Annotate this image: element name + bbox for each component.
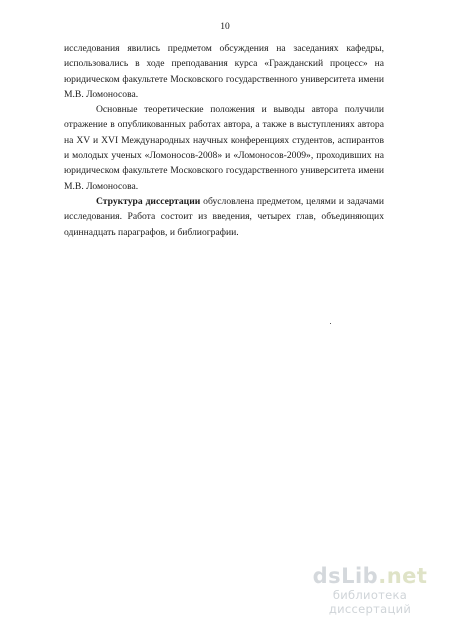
watermark: [300, 565, 440, 616]
paragraph-structure: [64, 194, 384, 240]
structure-heading: Структура диссертации: [96, 195, 201, 207]
paragraph-continuation: исследования явились предметом обсуждения на заседаниях кафедры, использовались в ходе преподавания курса «Гражданский процесс» на юридическом факультете Московского государственного университета имени М.В. Ломоносова.: [64, 43, 384, 100]
paragraph-approbation: Основные теоретические положения и выводы автора получили отражение в опубликованных работах автора, а также в выступлениях автора на XV и XVI Международных научных конференциях студентов, аспирантов и молодых ученых «Ломоносов-2008» и «Ломоносов-2009», проходивших на юридическом факультете Московского государственного университета имени М.В. Ломоносова.: [64, 104, 384, 192]
watermark-logo: [300, 565, 440, 587]
document-body: [64, 41, 384, 240]
page-number: 10: [220, 22, 230, 32]
watermark-logo-ds: dsLib: [312, 564, 379, 588]
structure-text: обусловлена предметом, целями и задачами исследования. Работа состоит из введения, четырех глав, объединяющих одиннадцать параграфов, и библиографии.: [64, 195, 384, 238]
watermark-tagline: библиотека диссертаций: [328, 588, 412, 616]
watermark-logo-net: .net: [378, 564, 428, 588]
stray-dot: [330, 323, 331, 324]
